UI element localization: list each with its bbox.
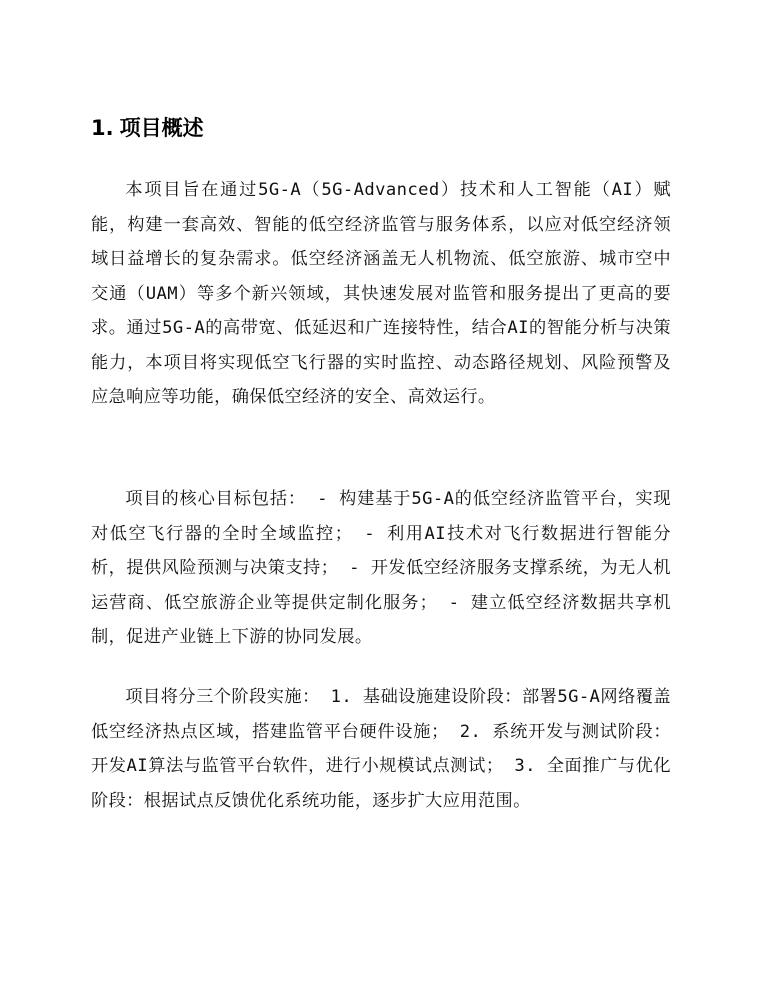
paragraph-phases: 项目将分三个阶段实施： 1. 基础设施建设阶段：部署5G-A网络覆盖低空经济热点区域，搭建监管平台硬件设施； 2. 系统开发与测试阶段：开发AI算法与监管平台软件，进行小规模试点测试； 3. 全面推广与优化阶段：根据试点反馈优化系统功能，逐步扩大应用范围。 [91,687,671,811]
section-number: 1. [91,116,114,140]
section-title: 项目概述 [119,116,204,140]
paragraph-core-goals: 项目的核心目标包括： - 构建基于5G-A的低空经济监管平台，实现对低空飞行器的全时全域监控； - 利用AI技术对飞行数据进行智能分析，提供风险预测与决策支持； - 开发低空经济服务支撑系统，为无人机运营商、低空旅游企业等提供定制化服务； - 建立低空经济数据共享机制，促进产业链上下游的协同发展。 [91,489,671,647]
section-heading [91,113,204,143]
paragraph-overview: 本项目旨在通过5G-A（5G-Advanced）技术和人工智能（AI）赋能，构建一套高效、智能的低空经济监管与服务体系，以应对低空经济领域日益增长的复杂需求。低空经济涵盖无人机物流、低空旅游、城市空中交通（UAM）等多个新兴领域，其快速发展对监管和服务提出了更高的要求。通过5G-A的高带宽、低延迟和广连接特性，结合AI的智能分析与决策能力，本项目将实现低空飞行器的实时监控、动态路径规划、风险预警及应急响应等功能，确保低空经济的安全、高效运行。 [91,180,671,407]
